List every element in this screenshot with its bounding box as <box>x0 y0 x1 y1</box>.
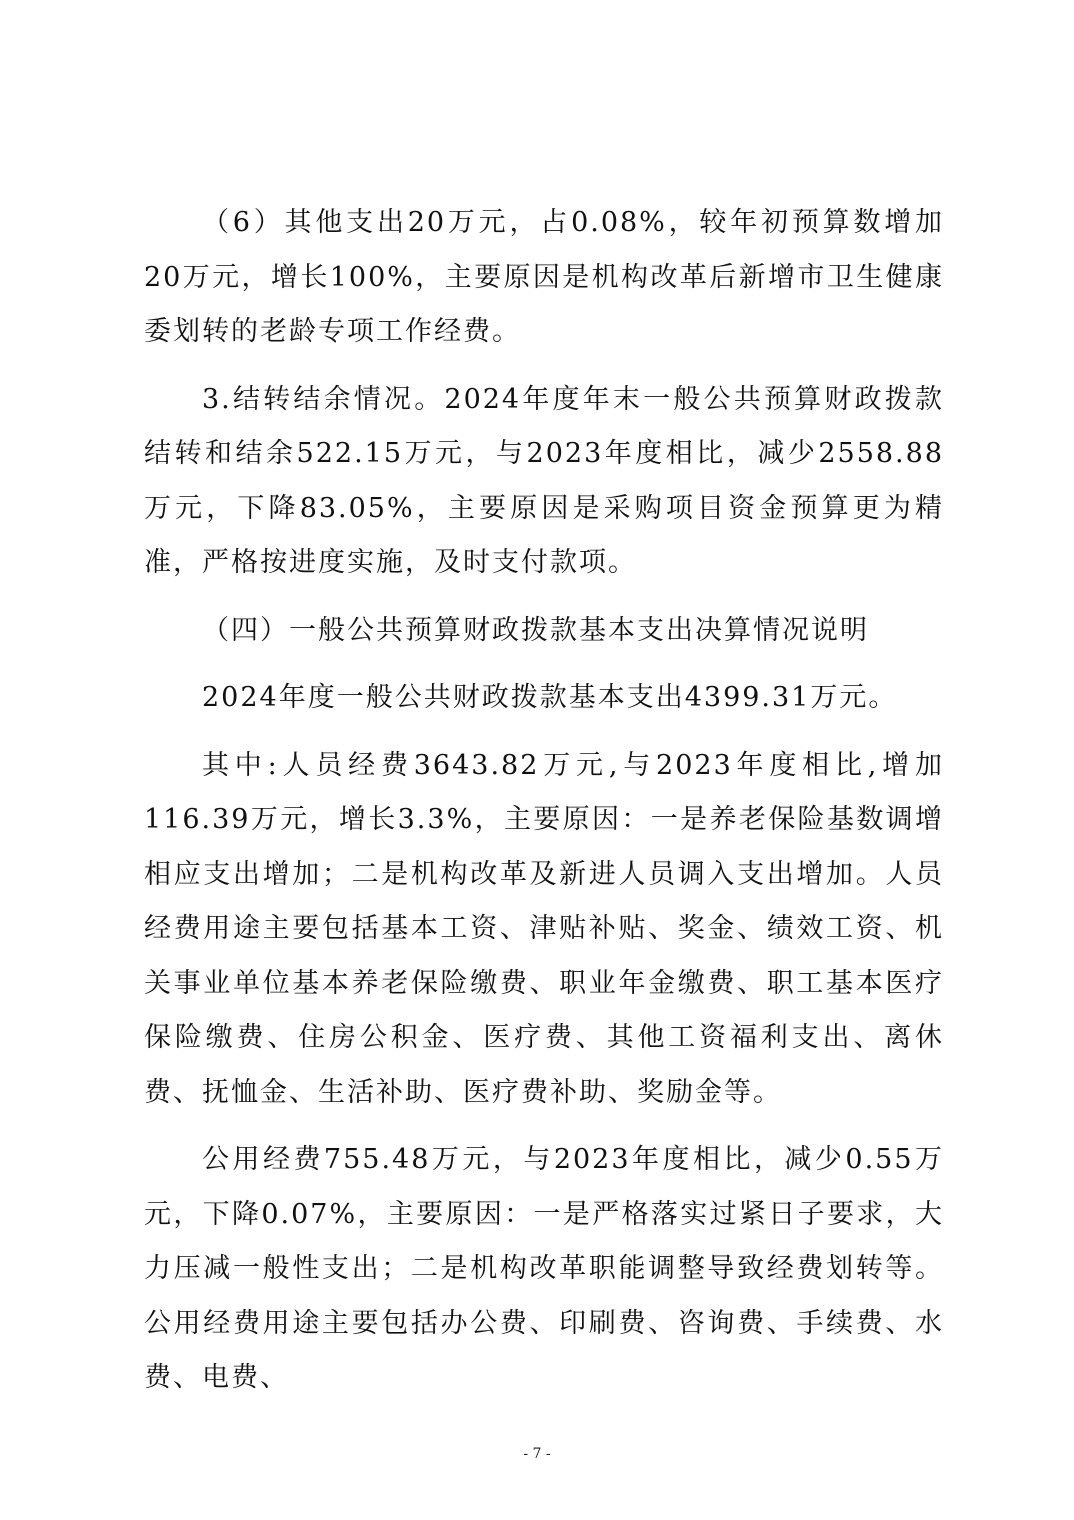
page-number: - 7 - <box>523 1446 551 1462</box>
section-heading-basic-expenditure: （四）一般公共预算财政拨款基本支出决算情况说明 <box>202 614 869 646</box>
paragraph-basic-expenditure-total: 2024年度一般公共财政拨款基本支出4399.31万元。 <box>202 682 898 713</box>
paragraph-other-expenditure: （6）其他支出20万元，占0.08%，较年初预算数增加20万元，增长100%，主要原因是机构改革后新增市卫生健康委划转的老龄专项工作经费。 <box>144 207 944 347</box>
paragraph-personnel-expenses: 其中:人员经费3643.82万元,与2023年度相比,增加116.39万元，增长3.3%，主要原因：一是养老保险基数调增相应支出增加；二是机构改革及新进人员调入支出增加。人员经费用途主要包括基本工资、津贴补贴、奖金、绩效工资、机关事业单位基本养老保险缴费、职业年金缴费、职工基本医疗保险缴费、住房公积金、医疗费、其他工资福利支出、离休费、抚恤金、生活补助、医疗费补助、奖励金等。 <box>144 749 944 1108</box>
paragraph-public-expenses: 公用经费755.48万元，与2023年度相比，减少0.55万元，下降0.07%，主要原因：一是严格落实过紧日子要求，大力压减一般性支出；二是机构改革职能调整导致经费划转等。公用经费用途主要包括办公费、印刷费、咨询费、手续费、水费、电费、 <box>144 1144 944 1393</box>
paragraph-carryover-balance: 3.结转结余情况。2024年度年末一般公共预算财政拨款结转和结余522.15万元，与2023年度相比，减少2558.88万元，下降83.05%，主要原因是采购项目资金预算更为精准，严格按进度实施，及时支付款项。 <box>144 383 944 578</box>
document-body <box>144 196 944 1406</box>
